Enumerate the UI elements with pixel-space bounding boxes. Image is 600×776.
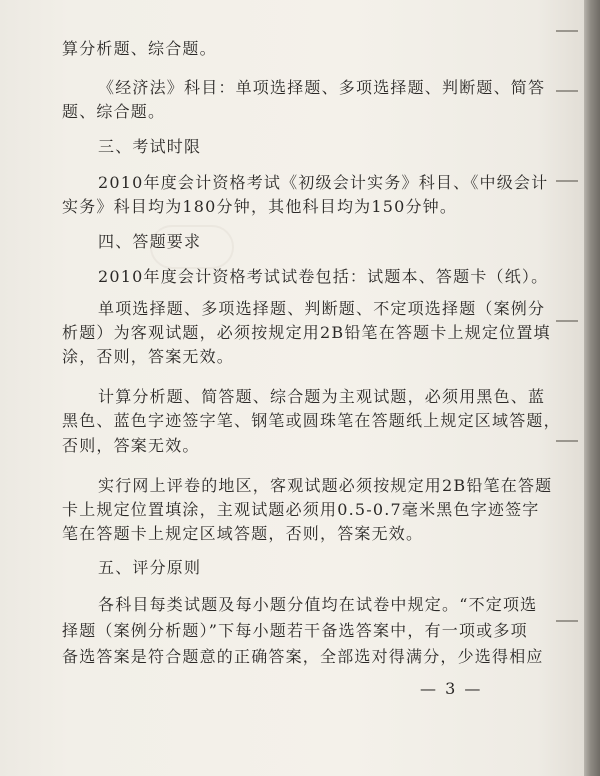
text-line-13: 黑色、蓝色字迹签字笔、钢笔或圆珠笔在答题纸上规定区域答题， bbox=[62, 411, 561, 430]
text-line-1: 算分析题、综合题。 bbox=[62, 39, 217, 58]
text-line-3: 题、综合题。 bbox=[62, 102, 166, 121]
text-line-10: 析题）为客观试题，必须按规定用2B铅笔在答题卡上规定位置填 bbox=[62, 323, 551, 342]
page-number: — 3 — bbox=[420, 679, 483, 698]
section-heading-5: 五、评分原则 bbox=[98, 558, 202, 577]
scan-edge-shadow bbox=[584, 0, 600, 776]
text-line-11: 涂，否则，答案无效。 bbox=[62, 347, 235, 366]
text-line-12: 计算分析题、简答题、综合题为主观试题，必须用黑色、蓝 bbox=[98, 387, 546, 406]
section-heading-3: 三、考试时限 bbox=[98, 137, 202, 156]
text-line-9: 单项选择题、多项选择题、判断题、不定项选择题（案例分 bbox=[98, 299, 546, 318]
text-line-5: 2010年度会计资格考试《初级会计实务》科目、《中级会计 bbox=[98, 173, 549, 192]
text-line-15: 实行网上评卷的地区，客观试题必须按规定用2B铅笔在答题 bbox=[98, 476, 553, 495]
text-line-17: 笔在答题卡上规定区域答题，否则，答案无效。 bbox=[62, 524, 424, 543]
text-line-20: 择题（案例分析题）”下每小题若干备选答案中，有一项或多项 bbox=[62, 621, 528, 640]
text-line-19: 各科目每类试题及每小题分值均在试卷中规定。“不定项选 bbox=[98, 595, 538, 614]
section-heading-4: 四、答题要求 bbox=[98, 232, 202, 251]
text-line-16: 卡上规定位置填涂，主观试题必须用0.5-0.7毫米黑色字迹签字 bbox=[62, 500, 540, 519]
text-line-2: 《经济法》科目：单项选择题、多项选择题、判断题、简答 bbox=[98, 78, 546, 97]
text-line-6: 实务》科目均为180分钟，其他科目均为150分钟。 bbox=[62, 197, 458, 216]
text-line-21: 备选答案是符合题意的正确答案，全部选对得满分，少选得相应 bbox=[62, 647, 544, 666]
text-line-14: 否则，答案无效。 bbox=[62, 436, 200, 455]
text-line-8: 2010年度会计资格考试试卷包括：试题本、答题卡（纸）。 bbox=[98, 267, 549, 286]
